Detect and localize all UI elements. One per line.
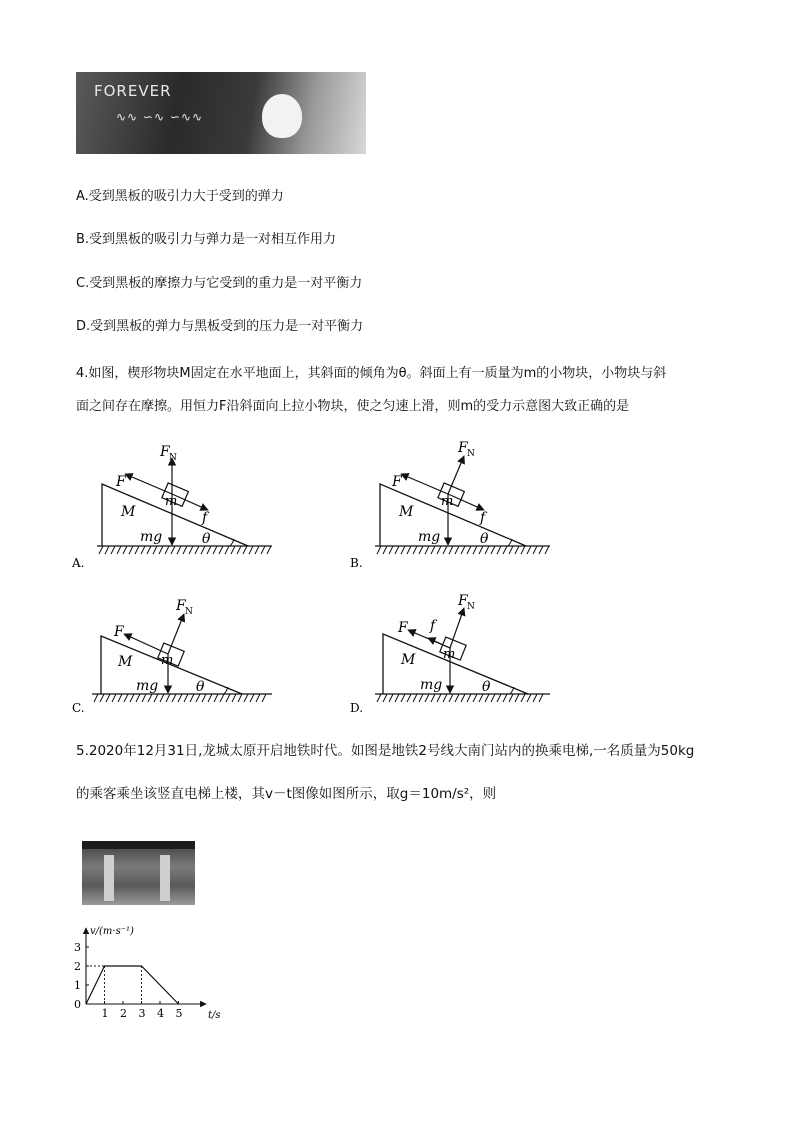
label-mg: mg: [136, 678, 159, 694]
photo-pillar: [104, 855, 114, 901]
label-fn: F: [160, 444, 170, 460]
y-tick-label: 0: [74, 998, 81, 1011]
y-tick-label: 3: [74, 941, 81, 954]
label-f: F: [392, 474, 402, 490]
label-big-m: M: [118, 654, 133, 670]
figure-d: [350, 590, 560, 720]
q5-stem-line1: 5.2020年12月31日,龙城太原开启地铁时代。如图是地铁2号线大南门站内的换乘电梯,一名质量为50kg: [76, 743, 695, 759]
label-m: m: [161, 653, 174, 668]
photo-chalk-text: FOREVER: [94, 82, 172, 100]
label-theta: θ: [202, 531, 211, 547]
label-fn-sub: N: [467, 449, 475, 459]
photo-top-band: [82, 841, 195, 849]
x-tick-label: 4: [157, 1007, 164, 1020]
label-big-m: M: [121, 504, 136, 520]
photo-pillar: [160, 855, 170, 901]
label-f: F: [114, 624, 124, 640]
figure-label-b: B.: [350, 556, 363, 570]
y-axis-label: v/(m·s⁻¹): [90, 926, 134, 937]
label-mg: mg: [420, 677, 443, 693]
x-tick-label: 1: [101, 1007, 109, 1020]
series-line: [86, 966, 179, 1004]
label-theta: θ: [196, 679, 205, 695]
force-f-arrow: [401, 474, 448, 494]
blackboard-photo: [76, 72, 366, 154]
label-fn-sub: N: [467, 602, 475, 612]
figure-label-a: A.: [72, 556, 85, 570]
figure-label-d: D.: [350, 701, 364, 715]
label-fn-sub: N: [185, 607, 193, 617]
vt-chart: [74, 920, 224, 1025]
ground-hatching: [99, 546, 271, 554]
q5-stem-line2: 的乘客乘坐该竖直电梯上楼，其v－t图像如图所示，取g＝10m/s²，则: [76, 786, 497, 802]
force-f-arrow: [125, 474, 172, 494]
q3-option-c: C.受到黑板的摩擦力与它受到的重力是一对平衡力: [76, 276, 363, 291]
ground-hatching: [94, 694, 266, 702]
label-mg: mg: [418, 529, 441, 545]
label-mg: mg: [140, 529, 163, 545]
photo-magnet-toy: [262, 94, 302, 138]
label-f-friction: f: [202, 510, 208, 526]
label-fn: F: [458, 593, 468, 609]
label-f: F: [116, 474, 126, 490]
label-theta: θ: [482, 679, 491, 695]
x-tick-label: 2: [120, 1007, 127, 1020]
label-f-friction: f: [430, 618, 436, 634]
y-ticks: [74, 941, 89, 1011]
q4-stem-line1: 4.如图，楔形物块M固定在水平地面上，其斜面的倾角为θ。斜面上有一质量为m的小物块，小物块与斜: [76, 366, 667, 381]
label-fn-sub: N: [169, 453, 177, 463]
photo-chalk-scribble: ∿∿ ∽∿ ∽∿∿: [116, 110, 204, 124]
label-m: m: [441, 494, 454, 509]
label-f: F: [398, 620, 408, 636]
label-theta: θ: [480, 531, 489, 547]
x-tick-label: 5: [175, 1007, 183, 1020]
q3-option-b: B.受到黑板的吸引力与弹力是一对相互作用力: [76, 232, 337, 247]
figure-c: [72, 590, 282, 720]
x-tick-label: 3: [138, 1007, 146, 1020]
angle-arc: [508, 539, 512, 546]
q4-stem-line2: 面之间存在摩擦。用恒力F沿斜面向上拉小物块，使之匀速上滑，则m的受力示意图大致正确的是: [76, 399, 630, 414]
x-axis-label: t/s: [208, 1010, 221, 1021]
angle-arc: [230, 539, 234, 546]
label-big-m: M: [399, 504, 414, 520]
label-fn: F: [458, 440, 468, 456]
label-big-m: M: [401, 652, 416, 668]
elevator-photo: [82, 841, 195, 905]
label-m: m: [443, 647, 456, 662]
label-m: m: [165, 494, 178, 509]
q3-option-d: D.受到黑板的弹力与黑板受到的压力是一对平衡力: [76, 319, 364, 334]
figure-a: [72, 438, 282, 578]
label-fn: F: [176, 598, 186, 614]
y-tick-label: 2: [74, 960, 81, 973]
figure-label-c: C.: [72, 701, 85, 715]
ground-hatching: [377, 694, 543, 702]
force-f-arrow: [124, 634, 168, 654]
figure-b: [350, 438, 560, 578]
label-f-friction: f: [480, 510, 486, 526]
guide-lines: [86, 966, 142, 1004]
ground-hatching: [377, 546, 549, 554]
y-tick-label: 1: [74, 979, 81, 992]
q3-option-a: A.受到黑板的吸引力大于受到的弹力: [76, 189, 284, 204]
